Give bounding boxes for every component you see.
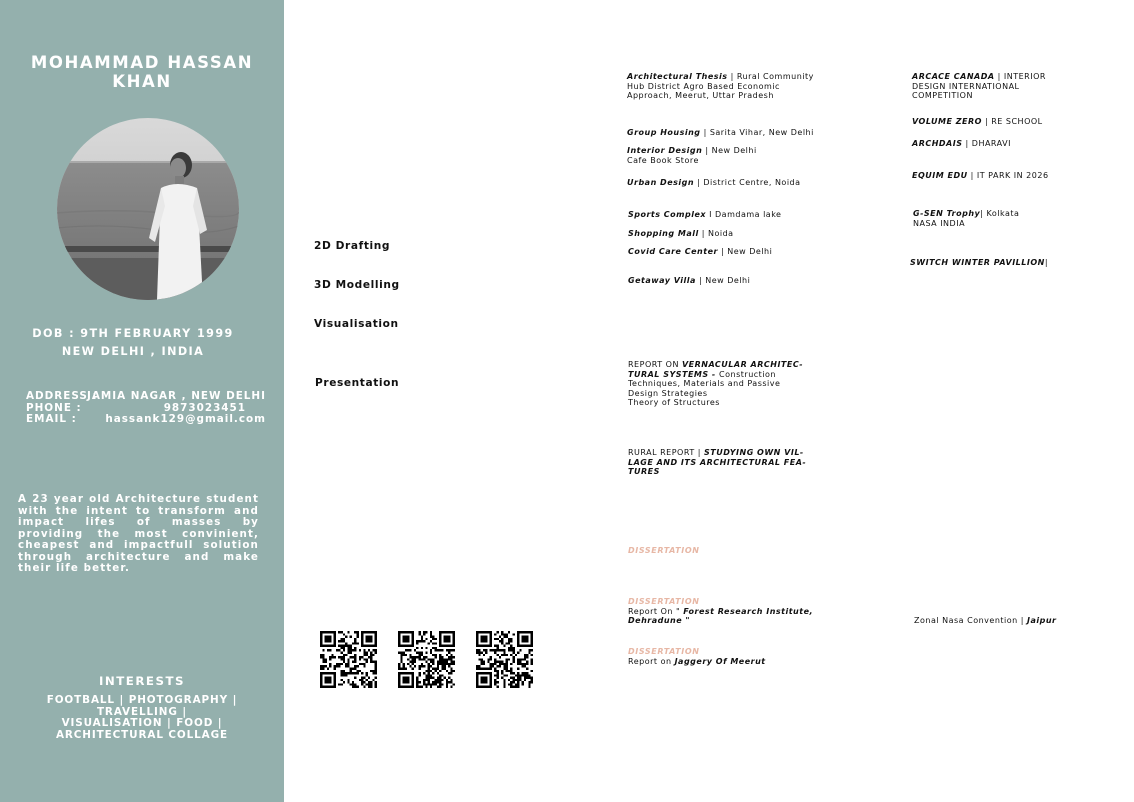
project-urban-design [627,178,801,188]
competition-g-sen [913,209,1063,228]
report-prefix: REPORT ON [628,360,682,369]
project-detail: I Damdama lake [706,210,782,219]
interests-line: ARCHITECTURAL COLLAGE [55,728,229,741]
skill-visualisation: Visualisation [314,318,399,330]
interests-line: VISUALISATION | FOOD | [61,717,223,729]
skill-3d-modelling: 3D Modelling [314,279,400,291]
interests-list [10,695,274,741]
profile-name: MOHAMMAD HASSAN KHAN [30,53,254,91]
address-value: JAMIA NAGAR , NEW DELHI [86,390,266,402]
dissertation-jaggery [628,647,828,666]
competition-detail: | DHARAVI [962,139,1011,148]
competition-title: VOLUME ZERO [912,117,982,126]
competition-title: SWITCH WINTER PAVILLION [910,258,1045,267]
project-detail: Approach, Meerut, Uttar Pradesh [627,91,774,101]
project-detail: | Noida [698,229,734,238]
report-prefix: Report on [628,656,675,666]
qr-code-icon[interactable] [476,631,533,688]
competition-detail: COMPETITION [912,91,973,101]
project-title: Getaway Villa [628,276,696,285]
qr-code-icon[interactable] [320,631,377,688]
qr-code-icon[interactable] [398,631,455,688]
dob-text: DOB : 9TH FEBRUARY 1999 [32,327,234,340]
project-detail: | Sarita Vihar, New Delhi [700,128,814,137]
email-value[interactable]: hassank129@gmail.com [105,413,266,425]
competition-switch-pavillion [910,258,1048,268]
project-covid-care [628,247,772,257]
report-title: Dehradune " [628,616,691,626]
competition-title: Jaipur [1027,616,1057,625]
address-label: ADDRESS : [26,390,98,402]
project-sports-complex [628,210,781,220]
competition-zonal-nasa [914,616,1056,626]
interests-line: FOOTBALL | PHOTOGRAPHY | TRAVELLING | [46,694,238,718]
dissertation-label: DISSERTATION [628,597,700,606]
project-detail: | New Delhi [695,276,751,285]
competition-equim-edu [912,171,1049,181]
report-title: TURES [628,467,660,477]
project-getaway-villa [628,276,750,286]
project-title: Group Housing [627,128,701,137]
competition-detail: NASA INDIA [913,218,966,228]
project-detail: | District Centre, Noida [694,178,801,187]
competition-detail: Zonal Nasa Convention | [914,616,1027,625]
project-shopping-mall [628,229,734,239]
report-title: STUDYING OWN VIL- [704,448,804,457]
report-detail: Techniques, Materials and Passive [628,379,781,389]
project-thesis [627,72,817,101]
address-row [26,391,266,403]
competition-detail: | INTERIOR [994,72,1046,81]
contact-block [26,391,266,426]
phone-value: 9873023451 [163,401,246,414]
project-interior-design [627,146,757,165]
report-rural [628,448,818,477]
about-text: A 23 year old Architecture student with the intent to transform and impact lifes of masses by providing the most convinient, cheapest and impactfull solution through architecture and make their life better. [18,493,259,574]
report-title: LAGE AND ITS ARCHITECTURAL FEA- [628,457,807,467]
competition-volume-zero [912,117,1043,127]
competition-archdais [912,139,1011,149]
dob-block [0,325,266,361]
project-title: Interior Design [627,146,703,155]
project-detail: Hub District Agro Based Economic [627,81,780,91]
project-title: Covid Care Center [628,247,718,256]
competition-title: EQUIM EDU [912,171,968,180]
report-vernacular [628,360,818,408]
dissertation-label: DISSERTATION [628,647,700,656]
report-detail: Design Strategies [628,388,708,398]
dissertation-label: DISSERTATION [628,546,700,555]
project-title: Architectural Thesis [627,72,728,81]
report-prefix: Report On " [628,606,684,616]
competition-detail: DESIGN INTERNATIONAL [912,81,1020,91]
phone-label: PHONE : [26,401,82,414]
email-label: EMAIL : [26,413,77,425]
competition-title: ARCACE CANADA [912,72,995,81]
report-title: Jaggery Of Meerut [674,656,766,666]
skill-2d-drafting: 2D Drafting [314,240,391,252]
report-detail: Construction [719,369,776,379]
competition-detail: | RE SCHOOL [981,117,1043,126]
profile-photo [57,118,239,300]
email-row [26,414,266,426]
profile-sidebar [0,0,284,802]
competition-detail: | Kolkata [980,209,1020,218]
competition-detail: | IT PARK IN 2026 [967,171,1049,180]
report-detail: Theory of Structures [628,398,720,408]
competition-arcace [912,72,1062,101]
skill-presentation: Presentation [315,377,400,389]
location-text: NEW DELHI , INDIA [61,345,205,358]
report-title: TURAL SYSTEMS - [628,369,720,379]
project-detail: | New Delhi [702,146,757,155]
project-title: Sports Complex [628,210,707,219]
report-title: Forest Research Institute, [683,606,814,616]
competition-title: G-SEN Trophy [913,209,981,218]
project-title: Shopping Mall [628,229,699,238]
project-group-housing [627,128,814,138]
competition-detail: | [1044,258,1049,267]
project-title: Urban Design [627,178,695,187]
project-detail: | Rural Community [727,72,814,81]
project-detail: Cafe Book Store [627,155,699,165]
report-title: VERNACULAR ARCHITEC- [681,360,804,369]
interests-title: INTERESTS [98,674,186,688]
report-prefix: RURAL REPORT | [628,448,704,457]
competition-title: ARCHDAIS [912,139,963,148]
dissertation-forest-research [628,597,828,626]
project-detail: | New Delhi [717,247,773,256]
